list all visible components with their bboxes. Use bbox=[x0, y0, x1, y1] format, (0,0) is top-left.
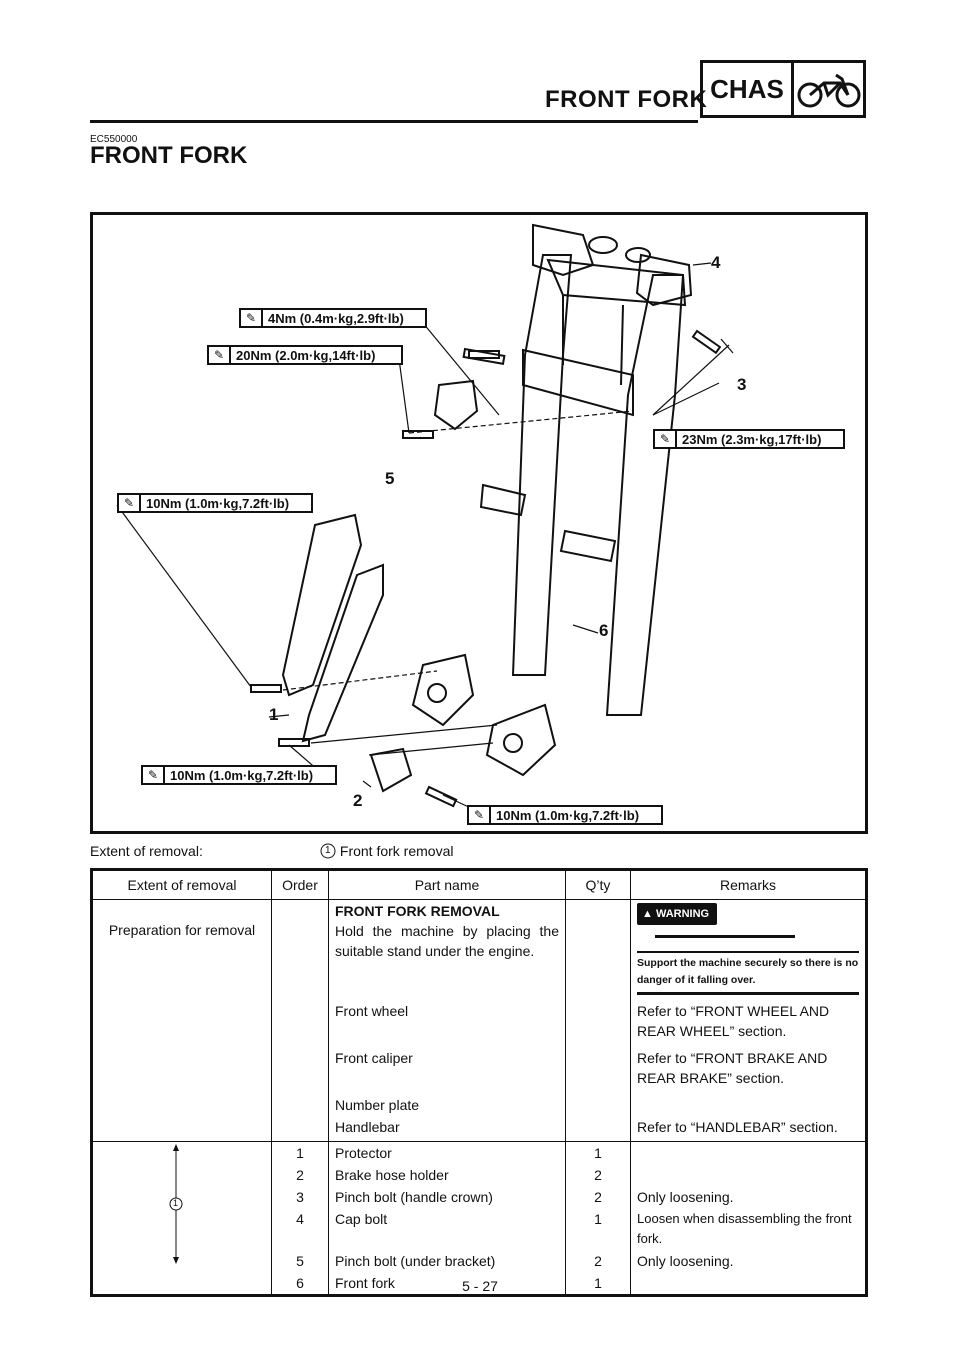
col-order: Order bbox=[272, 870, 329, 900]
part-name: Protector bbox=[329, 1142, 566, 1165]
motorcycle-icon bbox=[794, 63, 863, 115]
order: 1 bbox=[272, 1142, 329, 1165]
callout-4: 4 bbox=[711, 253, 721, 272]
extent-value: Front fork removal bbox=[339, 843, 454, 859]
part-name: Pinch bolt (under bracket) bbox=[329, 1250, 566, 1272]
part-name: Front caliper bbox=[329, 1042, 566, 1089]
qty: 2 bbox=[566, 1250, 631, 1272]
remark bbox=[631, 1142, 867, 1165]
order: 6 bbox=[272, 1272, 329, 1296]
section-title: FRONT FORK bbox=[90, 142, 248, 169]
warning-cell bbox=[631, 900, 867, 1001]
qty: 2 bbox=[566, 1186, 631, 1208]
remark: Only loosening. bbox=[637, 1189, 734, 1205]
exploded-diagram bbox=[90, 212, 868, 834]
wrench-icon: ✎ bbox=[241, 310, 263, 326]
torque-label-under-bracket: ✎ 20Nm (2.0m·kg,14ft·lb) bbox=[207, 345, 403, 365]
order: 4 bbox=[272, 1208, 329, 1250]
part-name: Front wheel bbox=[329, 1000, 566, 1042]
front-fork-illustration bbox=[93, 215, 865, 831]
chapter-box bbox=[700, 60, 866, 118]
remark: Refer to “FRONT BRAKE AND REAR BRAKE” section. bbox=[637, 1050, 828, 1086]
header-rule bbox=[90, 120, 698, 123]
qty: 1 bbox=[566, 1142, 631, 1165]
table-row bbox=[92, 1116, 867, 1142]
remark: Refer to “HANDLEBAR” section. bbox=[637, 1119, 838, 1135]
chapter-label: CHAS bbox=[703, 63, 794, 115]
extent-label: Extent of removal: bbox=[90, 843, 203, 859]
torque-label-handle-crown: ✎ 23Nm (2.3m·kg,17ft·lb) bbox=[653, 429, 845, 449]
prep-label: Preparation for removal bbox=[92, 900, 272, 1001]
wrench-icon: ✎ bbox=[143, 767, 165, 783]
prep-title: FRONT FORK REMOVAL bbox=[335, 903, 500, 919]
table-row bbox=[92, 900, 867, 1001]
table-row bbox=[92, 1142, 867, 1165]
wrench-icon: ✎ bbox=[209, 347, 231, 363]
callout-2: 2 bbox=[353, 791, 363, 810]
order: 5 bbox=[272, 1250, 329, 1272]
part-name: Front fork bbox=[329, 1272, 566, 1296]
col-extent: Extent of removal bbox=[92, 870, 272, 900]
remark bbox=[631, 1164, 867, 1186]
table-row bbox=[92, 1042, 867, 1089]
order: 2 bbox=[272, 1164, 329, 1186]
table-row bbox=[92, 1000, 867, 1042]
part-name: Cap bolt bbox=[329, 1208, 566, 1250]
section-code: EC550000 bbox=[90, 134, 138, 145]
col-remarks: Remarks bbox=[631, 870, 867, 900]
part-name: Pinch bolt (handle crown) bbox=[329, 1186, 566, 1208]
remark bbox=[631, 1089, 867, 1116]
part-name: Number plate bbox=[329, 1089, 566, 1116]
order: 3 bbox=[272, 1186, 329, 1208]
remark: Loosen when disassembling the front fork. bbox=[637, 1211, 852, 1246]
torque-label-cap-bolt: ✎ 4Nm (0.4m·kg,2.9ft·lb) bbox=[239, 308, 427, 328]
extent-value-group bbox=[320, 843, 453, 859]
part-name: Brake hose holder bbox=[329, 1164, 566, 1186]
part-name: Handlebar bbox=[329, 1116, 566, 1142]
qty: 1 bbox=[566, 1272, 631, 1296]
wrench-icon: ✎ bbox=[469, 807, 491, 823]
wrench-icon: ✎ bbox=[655, 431, 677, 447]
torque-label-protector-upper: ✎ 10Nm (1.0m·kg,7.2ft·lb) bbox=[117, 493, 313, 513]
prep-cell bbox=[329, 900, 566, 1001]
extent-range bbox=[92, 1142, 272, 1296]
callout-3: 3 bbox=[737, 375, 747, 394]
prep-text: Hold the machine by placing the suitable stand under the engine. bbox=[335, 923, 559, 959]
callout-5: 5 bbox=[385, 469, 395, 488]
torque-label-hose-holder: ✎ 10Nm (1.0m·kg,7.2ft·lb) bbox=[467, 805, 663, 825]
col-qty: Q’ty bbox=[566, 870, 631, 900]
callout-6: 6 bbox=[599, 621, 609, 640]
remark: Refer to “FRONT WHEEL AND REAR WHEEL” section. bbox=[637, 1003, 830, 1039]
table-row bbox=[92, 1089, 867, 1116]
callout-1: 1 bbox=[269, 705, 279, 724]
qty: 1 bbox=[566, 1208, 631, 1250]
page-number: 5 - 27 bbox=[462, 1278, 498, 1294]
torque-label-protector-lower: ✎ 10Nm (1.0m·kg,7.2ft·lb) bbox=[141, 765, 337, 785]
warning-badge: ▲ WARNING bbox=[637, 903, 717, 925]
warning-text: Support the machine securely so there is no danger of it falling over. bbox=[637, 951, 859, 989]
wrench-icon: ✎ bbox=[119, 495, 141, 511]
extent-range-number: 1 bbox=[173, 1198, 179, 1208]
remark: Only loosening. bbox=[637, 1253, 734, 1269]
qty: 2 bbox=[566, 1164, 631, 1186]
extent-number: 1 bbox=[325, 845, 331, 856]
header-title: FRONT FORK bbox=[545, 86, 708, 113]
removal-table bbox=[90, 868, 868, 1297]
col-part-name: Part name bbox=[329, 870, 566, 900]
warning-rule bbox=[655, 935, 795, 938]
